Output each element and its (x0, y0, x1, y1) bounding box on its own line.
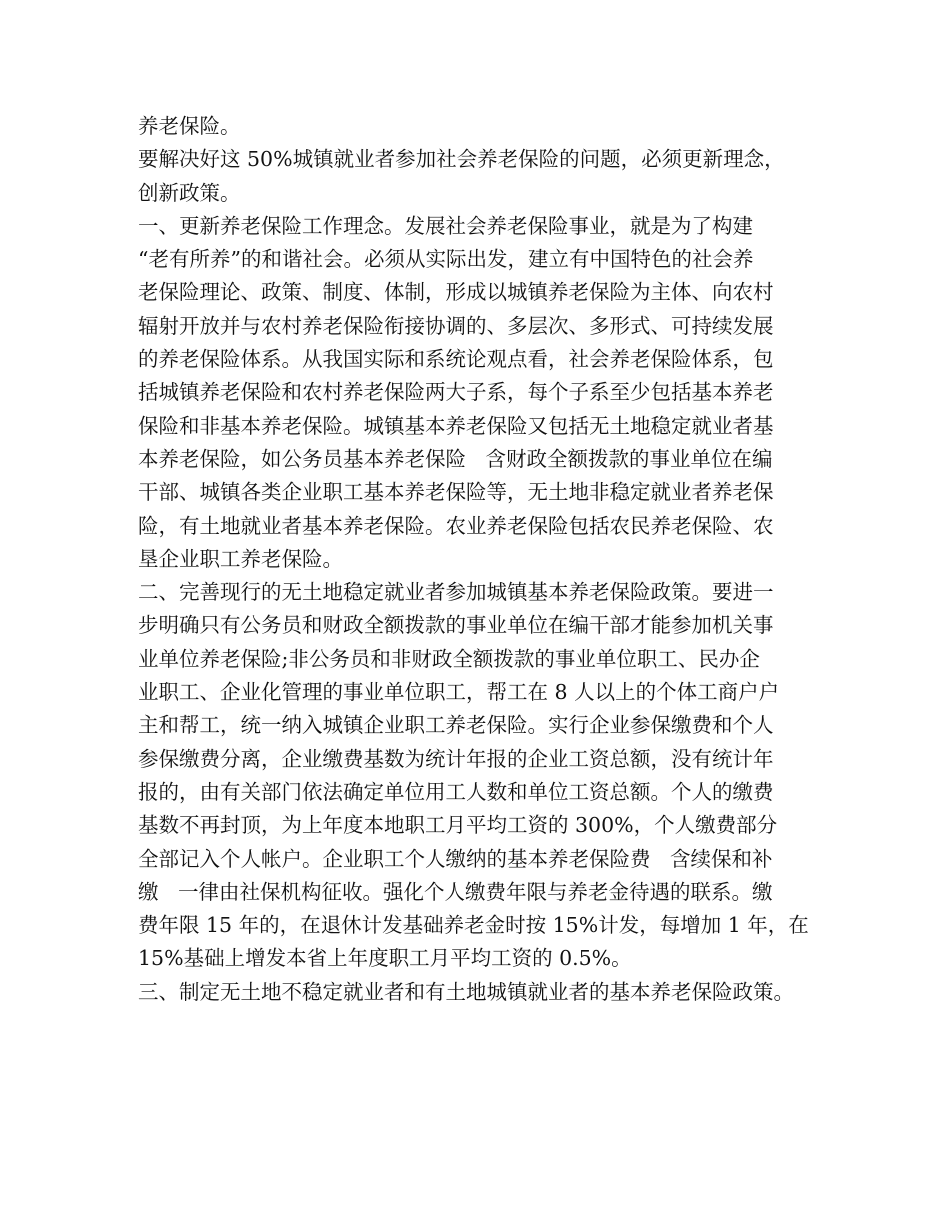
text-line: 本养老保险，如公务员基本养老保险 含财政全额拨款的事业单位在编 (138, 446, 773, 471)
text-line: 老保险理论、政策、制度、体制，形成以城镇养老保险为主体、向农村 (138, 280, 774, 305)
document-body (138, 110, 828, 1009)
text-line: 业职工、企业化管理的事业单位职工，帮工在 8 人以上的个体工商户户 (138, 680, 780, 705)
text-line: 步明确只有公务员和财政全额拨款的事业单位在编干部才能参加机关事 (138, 613, 774, 638)
text-line: “老有所养”的和谐社会。必须从实际出发，建立有中国特色的社会养 (138, 247, 754, 272)
text-line: 要解决好这 50%城镇就业者参加社会养老保险的问题，必须更新理念， (138, 147, 785, 172)
text-line: 的养老保险体系。从我国实际和系统论观点看，社会养老保险体系，包 (138, 347, 774, 372)
text-line: 基数不再封顶，为上年度本地职工月平均工资的 300%，个人缴费部分 (138, 813, 778, 838)
text-line: 参保缴费分离，企业缴费基数为统计年报的企业工资总额，没有统计年 (138, 746, 774, 771)
text-line: 创新政策。 (138, 180, 241, 205)
text-line: 二、完善现行的无土地稳定就业者参加城镇基本养老保险政策。要进一 (138, 580, 774, 605)
text-line: 险，有土地就业者基本养老保险。农业养老保险包括农民养老保险、农 (138, 513, 774, 538)
text-line: 干部、城镇各类企业职工基本养老保险等，无土地非稳定就业者养老保 (138, 480, 774, 505)
text-line: 全部记入个人帐户。企业职工个人缴纳的基本养老保险费 含续保和补 (138, 846, 773, 871)
text-line: 缴 一律由社保机构征收。强化个人缴费年限与养老金待遇的联系。缴 (138, 879, 773, 904)
text-line: 费年限 15 年的，在退休计发基础养老金时按 15%计发，每增加 1 年，在 (138, 913, 809, 938)
text-line: 括城镇养老保险和农村养老保险两大子系，每个子系至少包括基本养老 (138, 380, 774, 405)
text-line: 主和帮工，统一纳入城镇企业职工养老保险。实行企业参保缴费和个人 (138, 713, 774, 738)
text-line: 辐射开放并与农村养老保险衔接协调的、多层次、多形式、可持续发展 (138, 313, 774, 338)
text-line: 养老保险。 (138, 114, 241, 138)
text-line: 15%基础上增发本省上年度职工月平均工资的 0.5%。 (138, 946, 632, 971)
text-line: 报的，由有关部门依法确定单位用工人数和单位工资总额。个人的缴费 (138, 779, 774, 804)
text-line: 保险和非基本养老保险。城镇基本养老保险又包括无土地稳定就业者基 (138, 413, 774, 438)
text-line: 垦企业职工养老保险。 (138, 546, 343, 571)
text-line: 三、制定无土地不稳定就业者和有土地城镇就业者的基本养老保险政策。 (138, 979, 794, 1004)
text-line: 一、更新养老保险工作理念。发展社会养老保险事业，就是为了构建 (138, 213, 753, 238)
text-line: 业单位养老保险;非公务员和非财政全额拨款的事业单位职工、民办企 (138, 646, 760, 671)
